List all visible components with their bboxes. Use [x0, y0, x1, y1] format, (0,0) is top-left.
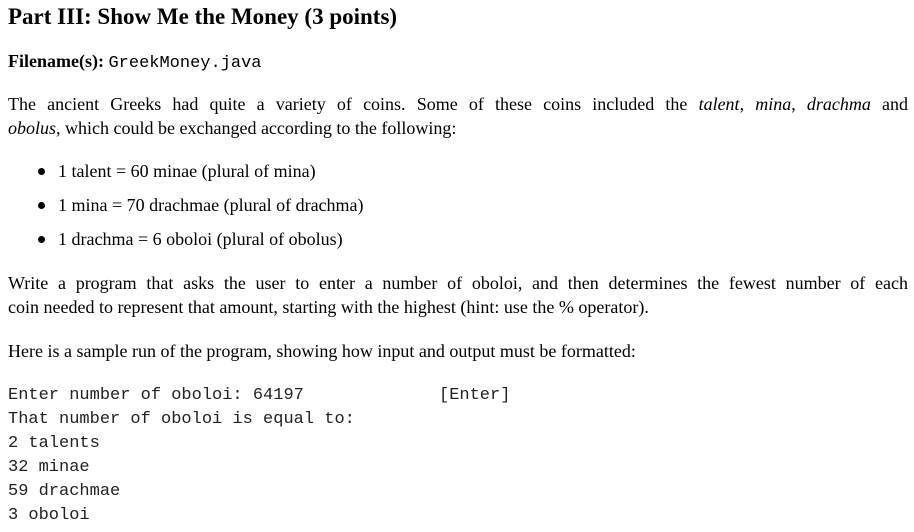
coin-talent: talent	[698, 94, 740, 114]
coin-drachma: drachma	[806, 94, 871, 114]
task-line-1: Write a program that asks the user to enter a number of oboloi, and then determines the fewest number of each	[8, 273, 908, 293]
filename-line	[8, 49, 262, 76]
filename-value: GreekMoney.java	[108, 54, 262, 73]
task-line-2: coin needed to represent that amount, starting with the highest (hint: use the % operator).	[8, 297, 649, 317]
task-paragraph	[8, 271, 908, 319]
separator: ,	[791, 94, 807, 114]
sample-output-line: 3 oboloi	[8, 506, 90, 525]
sample-output-line: 32 minae	[8, 458, 90, 477]
conjunction: and	[870, 94, 909, 114]
bullet-icon	[38, 236, 45, 243]
intro-line-2	[8, 116, 908, 140]
sample-intro-paragraph	[8, 339, 908, 363]
sample-prompt-line: Enter number of oboloi: 64197	[8, 386, 304, 405]
conversion-text: 1 talent = 60 minae (plural of mina)	[58, 161, 316, 181]
list-item	[8, 159, 364, 193]
bullet-icon	[38, 168, 45, 175]
sample-intro-line: Here is a sample run of the program, showing how input and output must be formatted:	[8, 341, 636, 361]
conversion-list	[8, 159, 364, 261]
sample-output-line: That number of oboloi is equal to:	[8, 410, 355, 429]
sample-output-line: 2 talents	[8, 434, 100, 453]
part-heading: Part III: Show Me the Money (3 points)	[8, 4, 398, 29]
coin-mina: mina	[755, 94, 792, 114]
conversion-text: 1 mina = 70 drachmae (plural of drachma)	[58, 195, 364, 215]
filename-label: Filename(s):	[8, 51, 104, 71]
conversion-text: 1 drachma = 6 oboloi (plural of obolus)	[58, 229, 343, 249]
bullet-icon	[38, 202, 45, 209]
separator: ,	[739, 94, 756, 114]
coin-obolus: obolus	[8, 118, 57, 138]
intro-paragraph	[8, 92, 908, 140]
sample-run-block	[8, 384, 511, 528]
list-item	[8, 193, 364, 227]
intro-text: The ancient Greeks had quite a variety of coins. Some of these coins included the	[8, 94, 699, 114]
sample-output-line: 59 drachmae	[8, 482, 121, 501]
intro-text-end: , which could be exchanged according to the following:	[56, 118, 457, 138]
intro-line-1	[8, 92, 908, 116]
list-item	[8, 227, 364, 261]
enter-key-label: [Enter]	[439, 386, 511, 405]
